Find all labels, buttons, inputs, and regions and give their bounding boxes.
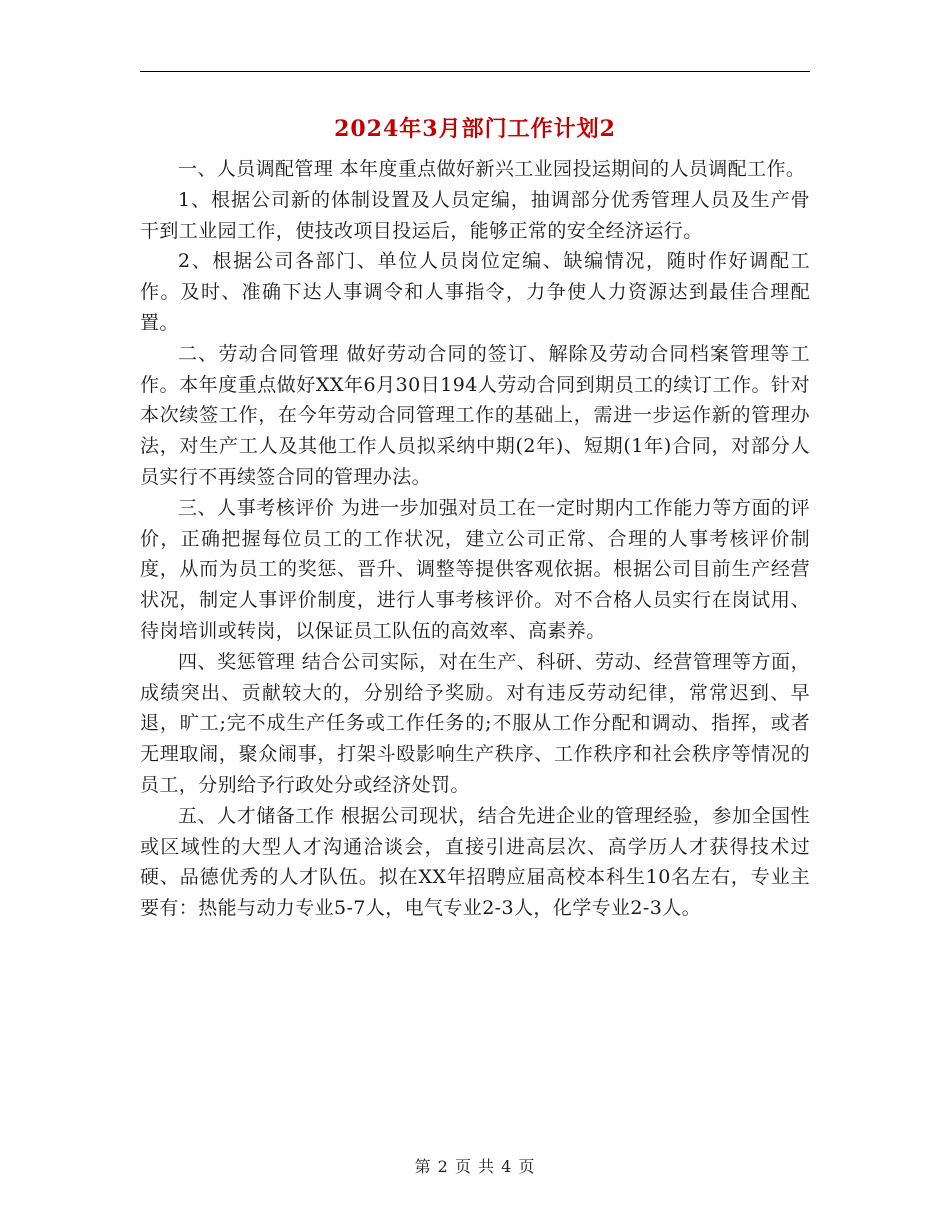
document-title: 2024年3月部门工作计划2 xyxy=(334,116,616,142)
paragraph-item-2: 2、根据公司各部门、单位人员岗位定编、缺编情况，随时作好调配工作。及时、准确下达人事调令和人事指令，力争使人力资源达到最佳合理配置。 xyxy=(140,250,810,334)
paragraph-talent-reserve: 五、人才储备工作 根据公司现状，结合先进企业的管理经验，参加全国性或区域性的大型人才沟通洽谈会，直接引进高层次、高学历人才获得技术过硬、品德优秀的人才队伍。拟在XX年招聘应届高校本科生10名左右，专业主要有：热能与动力专业5-7人，电气专业2-3人，化学专业2-3人。 xyxy=(140,804,810,920)
header-rule xyxy=(140,71,810,72)
paragraph-labor-contract: 二、劳动合同管理 做好劳动合同的签订、解除及劳动合同档案管理等工作。本年度重点做好XX年6月30日194人劳动合同到期员工的续订工作。针对本次续签工作，在今年劳动合同管理工作的基础上，需进一步运作新的管理办法，对生产工人及其他工作人员拟采纳中期(2年)、短期(1年)合同，对部分人员实行不再续签合同的管理办法。 xyxy=(140,342,810,488)
paragraph-item-1: 1、根据公司新的体制设置及人员定编，抽调部分优秀管理人员及生产骨干到工业园工作，使技改项目投运后，能够正常的安全经济运行。 xyxy=(140,188,810,242)
document-body xyxy=(140,154,810,924)
paragraph-rewards-penalties: 四、奖惩管理 结合公司实际，对在生产、科研、劳动、经营管理等方面，成绩突出、贡献较大的，分别给予奖励。对有违反劳动纪律，常常迟到、早退，旷工;完不成生产任务或工作任务的;不服从工作分配和调动、指挥，或者无理取闹，聚众闹事，打架斗殴影响生产秩序、工作秩序和社会秩序等情况的员工，分别给予行政处分或经济处罚。 xyxy=(140,650,810,796)
paragraph-personnel-allocation: 一、人员调配管理 本年度重点做好新兴工业园投运期间的人员调配工作。 xyxy=(178,158,806,180)
page-number: 第 2 页 共 4 页 xyxy=(414,1157,536,1176)
paragraph-personnel-evaluation: 三、人事考核评价 为进一步加强对员工在一定时期内工作能力等方面的评价，正确把握每位员工的工作状况，建立公司正常、合理的人事考核评价制度，从而为员工的奖惩、晋升、调整等提供客观依据。根据公司目前生产经营状况，制定人事评价制度，进行人事考核评价。对不合格人员实行在岗试用、待岗培训或转岗，以保证员工队伍的高效率、高素养。 xyxy=(140,496,810,642)
